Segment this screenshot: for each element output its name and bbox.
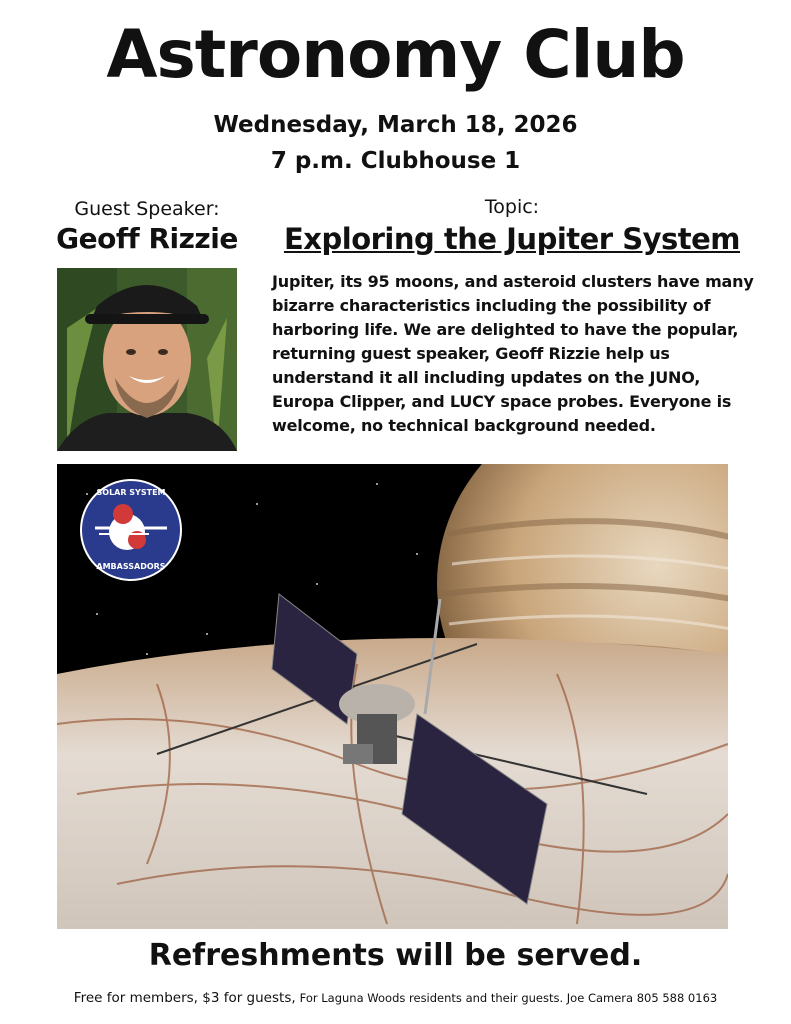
europa-clipper-illustration — [57, 464, 728, 929]
topic-label: Topic: — [484, 196, 540, 218]
refreshments-note: Refreshments will be served. — [148, 938, 643, 973]
topic-description: Jupiter, its 95 moons, and asteroid clusters have many bizarre characteristics including the possibility of harboring life. We are delighted to have the popular, returning guest speaker, Geoff Rizzie help us understand it all including updates on the JUNO, Europa Clipper, and LUCY space probes. Everyone is welcome, no technical background needed. — [272, 272, 754, 435]
speaker-photo — [57, 268, 237, 451]
footer — [0, 990, 791, 1006]
badge-bottom-text: AMBASSADORS — [96, 562, 166, 571]
event-time-place: 7 p.m. Clubhouse 1 — [270, 148, 521, 174]
footer-note: For Laguna Woods residents and their guests. Joe Camera 805 588 0163 — [299, 991, 718, 1005]
topic-title: Exploring the Jupiter System — [283, 222, 741, 256]
footer-price: Free for members, $3 for guests, — [73, 990, 296, 1006]
event-date: Wednesday, March 18, 2026 — [213, 112, 578, 138]
flyer-title: Astronomy Club — [106, 16, 685, 93]
guest-speaker-name: Geoff Rizzie — [56, 222, 238, 255]
badge-top-text: SOLAR SYSTEM — [96, 488, 166, 497]
guest-speaker-label: Guest Speaker: — [74, 198, 220, 220]
solar-system-ambassadors-badge — [79, 478, 183, 582]
